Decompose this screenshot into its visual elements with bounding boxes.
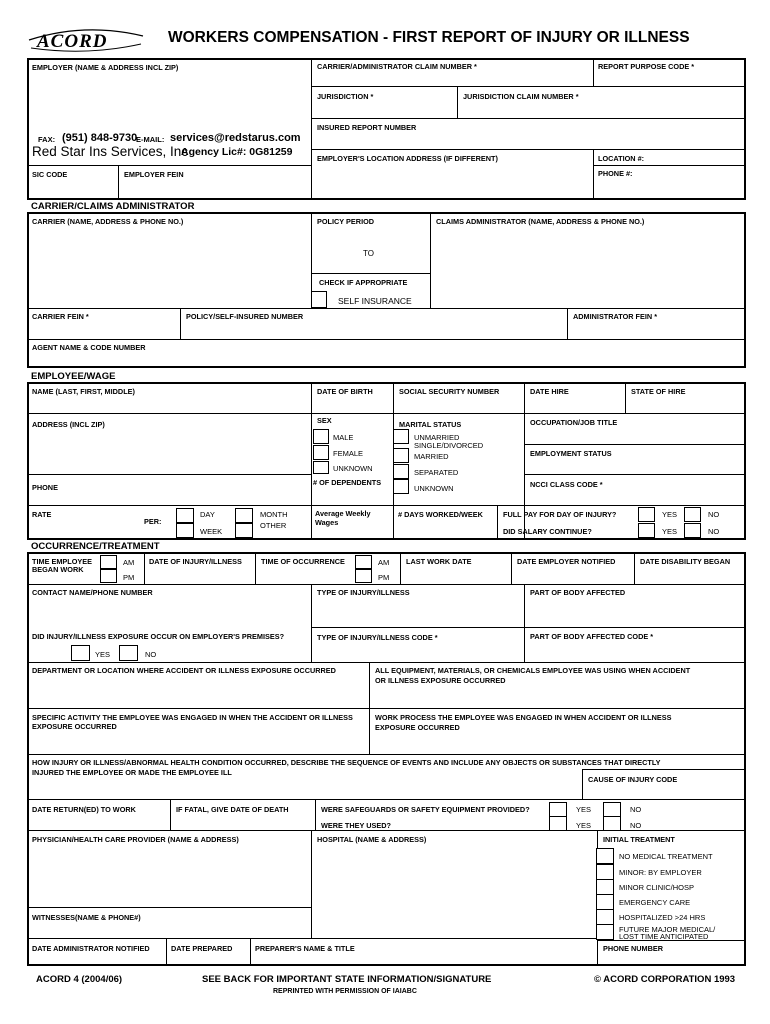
occurrence-am-checkbox[interactable]: [355, 555, 372, 569]
treatment-none-label: NO MEDICAL TREATMENT: [619, 852, 713, 861]
sex-female-checkbox[interactable]: [313, 445, 329, 460]
rate-day-label: DAY: [200, 510, 215, 519]
treatment-hospitalized-checkbox[interactable]: [596, 909, 614, 925]
full-pay-yes-label: YES: [662, 510, 678, 519]
form-id: ACORD 4 (2004/06): [36, 974, 123, 985]
location-address-label: EMPLOYER'S LOCATION ADDRESS (IF DIFFERENT): [317, 154, 498, 163]
marital-separated-label: SEPARATED: [414, 468, 459, 477]
rate-week-checkbox[interactable]: [176, 523, 194, 538]
occurrence-pm-checkbox[interactable]: [355, 569, 372, 583]
sex-male-label: MALE: [333, 433, 354, 442]
premises-no-checkbox[interactable]: [119, 645, 138, 661]
marital-married-checkbox[interactable]: [393, 448, 409, 463]
date-hire-label: DATE HIRE: [530, 387, 569, 396]
used-no-checkbox[interactable]: [603, 816, 621, 831]
activity-label-1: SPECIFIC ACTIVITY THE EMPLOYEE WAS ENGAGED IN WHEN THE ACCIDENT OR ILLNESS: [32, 713, 353, 722]
location-number-label: LOCATION #:: [598, 154, 645, 163]
time-began-label-2: BEGAN WORK: [32, 565, 84, 574]
physician-label: PHYSICIAN/HEALTH CARE PROVIDER (NAME & ADDRESS): [32, 835, 239, 844]
rate-month-checkbox[interactable]: [235, 508, 253, 523]
treatment-minor-clinic-label: MINOR CLINIC/HOSP: [619, 883, 695, 892]
date-injury-label: DATE OF INJURY/ILLNESS: [149, 557, 242, 566]
full-pay-yes-checkbox[interactable]: [638, 507, 655, 522]
jurisdiction-claim-number-label: JURISDICTION CLAIM NUMBER *: [463, 92, 579, 101]
marital-single-label: SINGLE/DIVORCED: [414, 441, 484, 450]
see-back-note: SEE BACK FOR IMPORTANT STATE INFORMATION/SIGNATURE: [202, 974, 492, 985]
last-work-date-label: LAST WORK DATE: [406, 557, 472, 566]
agency-license: Agency Lic#: 0G81259: [181, 146, 293, 158]
acord-logo: [25, 26, 147, 54]
equipment-label-1: ALL EQUIPMENT, MATERIALS, OR CHEMICALS EMPLOYEE WAS USING WHEN ACCIDENT: [375, 666, 691, 675]
salary-no-checkbox[interactable]: [684, 523, 701, 538]
ssn-label: SOCIAL SECURITY NUMBER: [399, 387, 500, 396]
witnesses-label: WITNESSES(NAME & PHONE#): [32, 913, 141, 922]
date-return-label: DATE RETURN(ED) TO WORK: [32, 805, 136, 814]
rate-other-label: OTHER: [260, 521, 287, 530]
sex-unknown-label: UNKNOWN: [333, 464, 373, 473]
treatment-future-label-2: LOST TIME ANTICIPATED: [619, 932, 709, 941]
were-used-label: WERE THEY USED?: [321, 821, 392, 830]
carrier-claim-number-label: CARRIER/ADMINISTRATOR CLAIM NUMBER *: [317, 62, 477, 71]
premises-no-label: NO: [145, 650, 157, 659]
avg-weekly-label-1: Average Weekly: [315, 509, 371, 518]
agent-label: AGENT NAME & CODE NUMBER: [32, 343, 146, 352]
ncci-label: NCCI CLASS CODE *: [530, 480, 603, 489]
began-pm-label: PM: [123, 573, 135, 582]
phone-label: PHONE: [32, 483, 58, 492]
treatment-none-checkbox[interactable]: [596, 848, 614, 864]
rate-week-label: WEEK: [200, 527, 223, 536]
sex-male-checkbox[interactable]: [313, 429, 329, 444]
salary-no-label: NO: [708, 527, 720, 536]
check-if-appropriate-label: CHECK IF APPROPRIATE: [319, 278, 408, 287]
carrier-section-heading: CARRIER/CLAIMS ADMINISTRATOR: [31, 201, 195, 212]
time-occurrence-label: TIME OF OCCURRENCE: [261, 557, 345, 566]
acord-logo-text: ACORD: [37, 31, 108, 52]
contact-label: CONTACT NAME/PHONE NUMBER: [32, 588, 153, 597]
full-pay-label: FULL PAY FOR DAY OF INJURY?: [503, 510, 617, 519]
jurisdiction-label: JURISDICTION *: [317, 92, 374, 101]
safeguards-label: WERE SAFEGUARDS OR SAFETY EQUIPMENT PROVIDED?: [321, 805, 530, 814]
date-admin-notified-label: DATE ADMINISTRATOR NOTIFIED: [32, 944, 150, 953]
used-yes-checkbox[interactable]: [549, 816, 567, 831]
safeguards-yes-label: YES: [576, 805, 592, 814]
part-body-label: PART OF BODY AFFECTED: [530, 588, 626, 597]
premises-label: DID INJURY/ILLNESS EXPOSURE OCCUR ON EMPLOYER'S PREMISES?: [32, 632, 285, 641]
safeguards-no-checkbox[interactable]: [603, 802, 621, 817]
activity-label-2: EXPOSURE OCCURRED: [32, 722, 117, 731]
days-worked-label: # DAYS WORKED/WEEK: [398, 510, 483, 519]
preparer-label: PREPARER'S NAME & TITLE: [255, 944, 355, 953]
date-employer-notified-label: DATE EMPLOYER NOTIFIED: [517, 557, 616, 566]
form-title: WORKERS COMPENSATION - FIRST REPORT OF INJURY OR ILLNESS: [168, 29, 690, 46]
report-purpose-code-label: REPORT PURPOSE CODE *: [598, 62, 695, 71]
began-am-label: AM: [123, 558, 135, 567]
marital-unknown-label: UNKNOWN: [414, 484, 454, 493]
admin-fein-label: ADMINISTRATOR FEIN *: [573, 312, 658, 321]
policy-period-to: TO: [363, 249, 374, 258]
began-am-checkbox[interactable]: [100, 555, 117, 569]
treatment-minor-clinic-checkbox[interactable]: [596, 879, 614, 895]
sex-female-label: FEMALE: [333, 449, 364, 458]
policy-number-label: POLICY/SELF-INSURED NUMBER: [186, 312, 304, 321]
initial-treatment-label: INITIAL TREATMENT: [603, 835, 675, 844]
sex-label: SEX: [317, 416, 332, 425]
address-label: ADDRESS (INCL ZIP): [32, 420, 105, 429]
claims-admin-label: CLAIMS ADMINISTRATOR (NAME, ADDRESS & PHONE NO.): [436, 217, 645, 226]
dependents-label: # OF DEPENDENTS: [313, 478, 382, 487]
safeguards-yes-checkbox[interactable]: [549, 802, 567, 817]
salary-yes-label: YES: [662, 527, 678, 536]
if-fatal-label: IF FATAL, GIVE DATE OF DEATH: [176, 805, 289, 814]
used-yes-label: YES: [576, 821, 592, 830]
employment-status-label: EMPLOYMENT STATUS: [530, 449, 612, 458]
how-injury-label-2: INJURED THE EMPLOYEE OR MADE THE EMPLOYEE ILL: [32, 768, 232, 777]
part-body-code-label: PART OF BODY AFFECTED CODE *: [530, 632, 654, 641]
time-began-label-1: TIME EMPLOYEE: [32, 557, 93, 566]
per-label: PER:: [144, 517, 162, 526]
treatment-minor-employer-checkbox[interactable]: [596, 864, 614, 880]
occurrence-section-heading: OCCURRENCE/TREATMENT: [31, 541, 160, 552]
equipment-label-2: OR ILLNESS EXPOSURE OCCURRED: [375, 676, 506, 685]
state-hire-label: STATE OF HIRE: [631, 387, 686, 396]
rate-month-label: MONTH: [260, 510, 288, 519]
occurrence-pm-label: PM: [378, 573, 390, 582]
treatment-emergency-label: EMERGENCY CARE: [619, 898, 691, 907]
process-label-2: EXPOSURE OCCURRED: [375, 723, 460, 732]
premises-yes-checkbox[interactable]: [71, 645, 90, 661]
agency-name: Red Star Ins Services, Inc: [32, 144, 189, 159]
began-pm-checkbox[interactable]: [100, 569, 117, 583]
date-disability-label: DATE DISABILITY BEGAN: [640, 557, 731, 566]
rate-label: RATE: [32, 510, 52, 519]
marital-separated-checkbox[interactable]: [393, 464, 409, 479]
salary-continue-label: DID SALARY CONTINUE?: [503, 527, 592, 536]
marital-status-label: MARITAL STATUS: [399, 420, 462, 429]
treatment-hospitalized-label: HOSPITALIZED >24 HRS: [619, 913, 706, 922]
sic-code-label: SIC CODE: [32, 170, 68, 179]
carrier-label: CARRIER (NAME, ADDRESS & PHONE NO.): [32, 217, 184, 226]
employer-label: EMPLOYER (NAME & ADDRESS INCL ZIP): [32, 63, 179, 72]
occupation-label: OCCUPATION/JOB TITLE: [530, 418, 618, 427]
employee-section-heading: EMPLOYEE/WAGE: [31, 371, 116, 382]
dob-label: DATE OF BIRTH: [317, 387, 373, 396]
rate-day-checkbox[interactable]: [176, 508, 194, 523]
occurrence-am-label: AM: [378, 558, 390, 567]
full-pay-no-label: NO: [708, 510, 720, 519]
premises-yes-label: YES: [95, 650, 111, 659]
date-prepared-label: DATE PREPARED: [171, 944, 233, 953]
fax-label: FAX:: [38, 135, 56, 144]
marital-unmarried-checkbox[interactable]: [393, 429, 409, 444]
reprinted-note: REPRINTED WITH PERMISSION OF IAIABC: [273, 988, 417, 995]
marital-unknown-checkbox[interactable]: [393, 479, 409, 494]
prep-phone-label: PHONE NUMBER: [603, 944, 663, 953]
carrier-fein-label: CARRIER FEIN *: [32, 312, 89, 321]
self-insurance-checkbox[interactable]: [311, 291, 327, 308]
process-label-1: WORK PROCESS THE EMPLOYEE WAS ENGAGED IN WHEN ACCIDENT OR ILLNESS: [375, 713, 672, 722]
employee-name-label: NAME (LAST, FIRST, MIDDLE): [32, 387, 135, 396]
hospital-label: HOSPITAL (NAME & ADDRESS): [317, 835, 427, 844]
employer-fein-label: EMPLOYER FEIN: [124, 170, 184, 179]
sex-unknown-checkbox[interactable]: [313, 461, 329, 474]
avg-weekly-label-2: Wages: [315, 518, 339, 527]
treatment-emergency-checkbox[interactable]: [596, 894, 614, 910]
how-injury-label-1: HOW INJURY OR ILLNESS/ABNORMAL HEALTH CONDITION OCCURRED, DESCRIBE THE SEQUENCE OF EVENTS AND INCLUDE ANY OBJECTS OR SUBSTANCES THAT DIRECTLY: [32, 758, 661, 767]
insured-report-number-label: INSURED REPORT NUMBER: [317, 123, 417, 132]
used-no-label: NO: [630, 821, 642, 830]
treatment-future-label-1: FUTURE MAJOR MEDICAL/: [619, 925, 716, 934]
policy-period-label: POLICY PERIOD: [317, 217, 375, 226]
type-injury-code-label: TYPE OF INJURY/ILLNESS CODE *: [317, 633, 438, 642]
fax-value: (951) 848-9730: [62, 132, 138, 144]
phone-number-label: PHONE #:: [598, 169, 633, 178]
self-insurance-label: SELF INSURANCE: [338, 296, 412, 306]
salary-yes-checkbox[interactable]: [638, 523, 655, 538]
rate-other-checkbox[interactable]: [235, 523, 253, 538]
copyright: © ACORD CORPORATION 1993: [594, 974, 736, 985]
treatment-future-checkbox[interactable]: [596, 924, 614, 940]
department-label: DEPARTMENT OR LOCATION WHERE ACCIDENT OR ILLNESS EXPOSURE OCCURRED: [32, 666, 336, 675]
type-injury-label: TYPE OF INJURY/ILLNESS: [317, 588, 410, 597]
safeguards-no-label: NO: [630, 805, 642, 814]
cause-code-label: CAUSE OF INJURY CODE: [588, 775, 678, 784]
full-pay-no-checkbox[interactable]: [684, 507, 701, 522]
marital-unmarried-label: UNMARRIED: [414, 433, 460, 442]
email-value: services@redstarus.com: [170, 132, 301, 144]
marital-married-label: MARRIED: [414, 452, 449, 461]
treatment-minor-employer-label: MINOR: BY EMPLOYER: [619, 868, 702, 877]
email-label: E-MAIL:: [136, 135, 165, 144]
